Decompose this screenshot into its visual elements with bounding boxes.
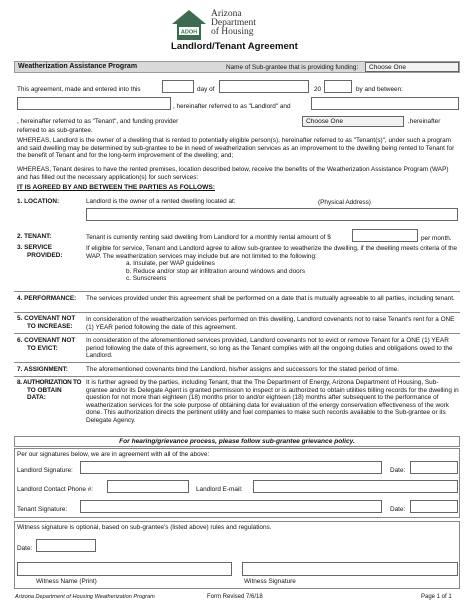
intro-made-entered: This agreement, made and entered into this (17, 86, 141, 93)
day-of-label: day of (197, 86, 215, 93)
divider (14, 376, 460, 377)
evict-text: In consideration of the aforementioned services provided, Landlord covenants not to evict or remove Tenant for a ONE (1) YEAR period following the date of this agreement, so long as the Tenant complies with all the ongoing duties and obligations owed to the Landlord. (86, 337, 453, 360)
performance-text: The services provided under this agreement shall be performed on a date that is mutually agreeable to all parties, including tenant. (86, 295, 455, 302)
service-title-2: PROVIDED: (27, 251, 63, 259)
location-addr-label: (Physical Address) (318, 199, 371, 206)
tenant-date-label: Date: (390, 506, 406, 513)
auth-text: It is further agreed by the parties, including Tenant, that the The Department of Energy, Arizona Department of Housing, Sub-grantee and/or its Delegate Agent is granted permission to inspect or is authorized to obtain utilities billing records for the dwelling in question for not more than eighteen (18) months prior to and/or eighteen (18) months after subsequent to the performance of weatherization services for the sole purpose of obtaining data for evaluation of the energy conservation effectiveness of the work done. This authorization directs the pertinent utility and fuel companies to make such records available to the Sub-grantee or its Delegate Agency. (86, 379, 459, 424)
adoh-logo (170, 8, 208, 42)
rent-amount-field[interactable] (352, 229, 418, 242)
footer-right: Page 1 of 1 (421, 594, 452, 600)
landlord-date-field[interactable] (410, 461, 458, 474)
divider (14, 362, 460, 363)
location-title: 1. LOCATION: (17, 198, 60, 205)
tenant-ref-text: , hereinafter referred to as "Tenant", and funding provider (17, 118, 179, 125)
landlord-name-field[interactable] (17, 97, 171, 110)
witness-note: Witness signature is optional, based on sub-grantee's (listed above) rules and regulations. (17, 524, 272, 531)
tenant-name-field[interactable] (311, 97, 459, 110)
increase-title-2: TO INCREASE: (27, 322, 73, 330)
whereas-1: WHEREAS, Landlord is the owner of a dwelling that is rented to potentially eligible person(s), hereinafter referred to as "Tenant(s)", under such a program and said dwelling may be determined by sub-grantee to be in need of weatherization services as an improvement to the dwelling being rented to Tenant for the benefit of Tenant and for the long-term improvement of the dwelling; and; (17, 137, 455, 160)
assign-text: The aforementioned covenants bind the Landlord, his/her assigns and successors for the stated period of time. (86, 366, 399, 373)
landlord-signature-field[interactable] (80, 461, 382, 474)
grievance-text: For hearing/grievance process, please follow sub-grantee grievance policy. (119, 438, 355, 445)
increase-title-1: 5. COVENANT NOT (17, 315, 76, 322)
witness-date-label: Date: (17, 545, 33, 552)
service-text (86, 245, 460, 283)
list-item: a. Insulate, per WAP guidelines (126, 260, 215, 268)
service-title-1: 3. SERVICE (17, 244, 53, 251)
landlord-email-label: Landlord E-mail: (196, 486, 243, 493)
service-list (86, 260, 460, 283)
evict-title-2: TO EVICT: (27, 344, 58, 352)
page-title: Landlord/Tenant Agreement (171, 41, 298, 52)
org-line-3: of Housing (211, 27, 254, 37)
increase-title (17, 315, 75, 330)
day-field[interactable] (162, 80, 194, 93)
evict-title (17, 337, 75, 352)
landlord-phone-label: Landlord Contact Phone #: (17, 486, 94, 493)
signature-intro: Per our signatures below, we are in agreement with all of the above: (17, 451, 210, 458)
location-text: Landlord is the owner of a rented dwelling located at: (86, 198, 236, 205)
whereas-2: WHEREAS, Tenant desires to have the rented premises, location described below, receive the benefits of the Weatherization Assistance Program (WAP) and has filled out the necessary application(s) for such services: (17, 166, 449, 181)
auth-title (17, 379, 89, 402)
service-paragraph: If eligible for service, Tenant and Landlord agree to allow sub-grantee to weatherize the dwelling, if the dwelling meets criteria of the WAP. The weatherization services may include but are not limited to the following: (86, 245, 458, 260)
list-item: b. Reduce and/or stop air infiltration around windows and doors (126, 267, 306, 275)
witness-signature-field[interactable] (242, 562, 458, 576)
year-field[interactable] (324, 80, 352, 93)
by-between-label: by and between: (356, 86, 403, 93)
tenant-text: Tenant is currently renting said dwelling from Landlord for a monthly rental amount of $ (86, 234, 331, 241)
witness-name-field[interactable] (17, 562, 232, 576)
physical-address-field[interactable] (86, 208, 458, 221)
increase-text: In consideration of the weatherization services performed on this dwelling, Landlord covenants not to raise Tenant's rent for a ONE (1) YEAR period following the date of this agreement. (86, 316, 455, 331)
witness-date-field[interactable] (36, 539, 96, 552)
divider (14, 291, 460, 292)
hereinafter-text: ,hereinafter (408, 118, 441, 125)
svg-text:ADOH: ADOH (180, 29, 198, 36)
provider-select[interactable]: Choose One (302, 116, 404, 127)
performance-title: 4. PERFORMANCE: (17, 295, 77, 302)
assign-title: 7. ASSIGNMENT: (17, 366, 68, 373)
auth-title-3: DATA: (27, 394, 46, 402)
org-name (211, 10, 256, 37)
landlord-ref-text: , hereinafter referred to as "Landlord" and (173, 103, 291, 110)
landlord-phone-field[interactable] (107, 480, 189, 493)
house-logo-icon (170, 8, 208, 42)
tenant-date-field[interactable] (410, 500, 458, 513)
divider (14, 312, 460, 313)
per-month-label: per month. (421, 235, 452, 242)
service-title (17, 244, 63, 259)
witness-name-label: Witness Name (Print) (36, 578, 97, 585)
tenant-sig-label: Tenant Signature: (17, 506, 68, 513)
landlord-date-label: Date: (390, 467, 406, 474)
landlord-sig-label: Landlord Signature: (17, 467, 73, 474)
auth-title-1: 8. AUTHORIZATION TO (17, 379, 82, 386)
org-line-2: Department (211, 18, 256, 28)
divider (14, 333, 460, 334)
tenant-signature-field[interactable] (80, 500, 382, 513)
tenant-title: 2. TENANT: (17, 233, 52, 240)
footer-left: Arizona Department of Housing Weatherization Program (15, 594, 155, 600)
year-prefix: 20 (314, 86, 322, 93)
landlord-email-field[interactable] (253, 480, 458, 493)
agreed-heading: IT IS AGREED BY AND BETWEEN THE PARTIES AS FOLLOWS: (17, 184, 215, 191)
month-field[interactable] (219, 80, 309, 93)
program-name: Weatherization Assistance Program (18, 63, 138, 70)
list-item: c. Sunscreens (126, 275, 167, 283)
subgrantee-label: Name of Sub-grantee that is providing funding: (226, 64, 359, 71)
footer-center: Form Revised 7/6/18 (207, 594, 263, 600)
subgrantee-select[interactable]: Choose One (365, 62, 459, 72)
subgrantee-ref-text: referred to as sub-grantee. (17, 127, 93, 134)
auth-title-2: TO OBTAIN (27, 386, 62, 394)
org-line-1: Arizona (211, 9, 242, 19)
witness-sig-label: Witness Signature (244, 578, 296, 585)
evict-title-1: 6. COVENANT NOT (17, 337, 76, 344)
